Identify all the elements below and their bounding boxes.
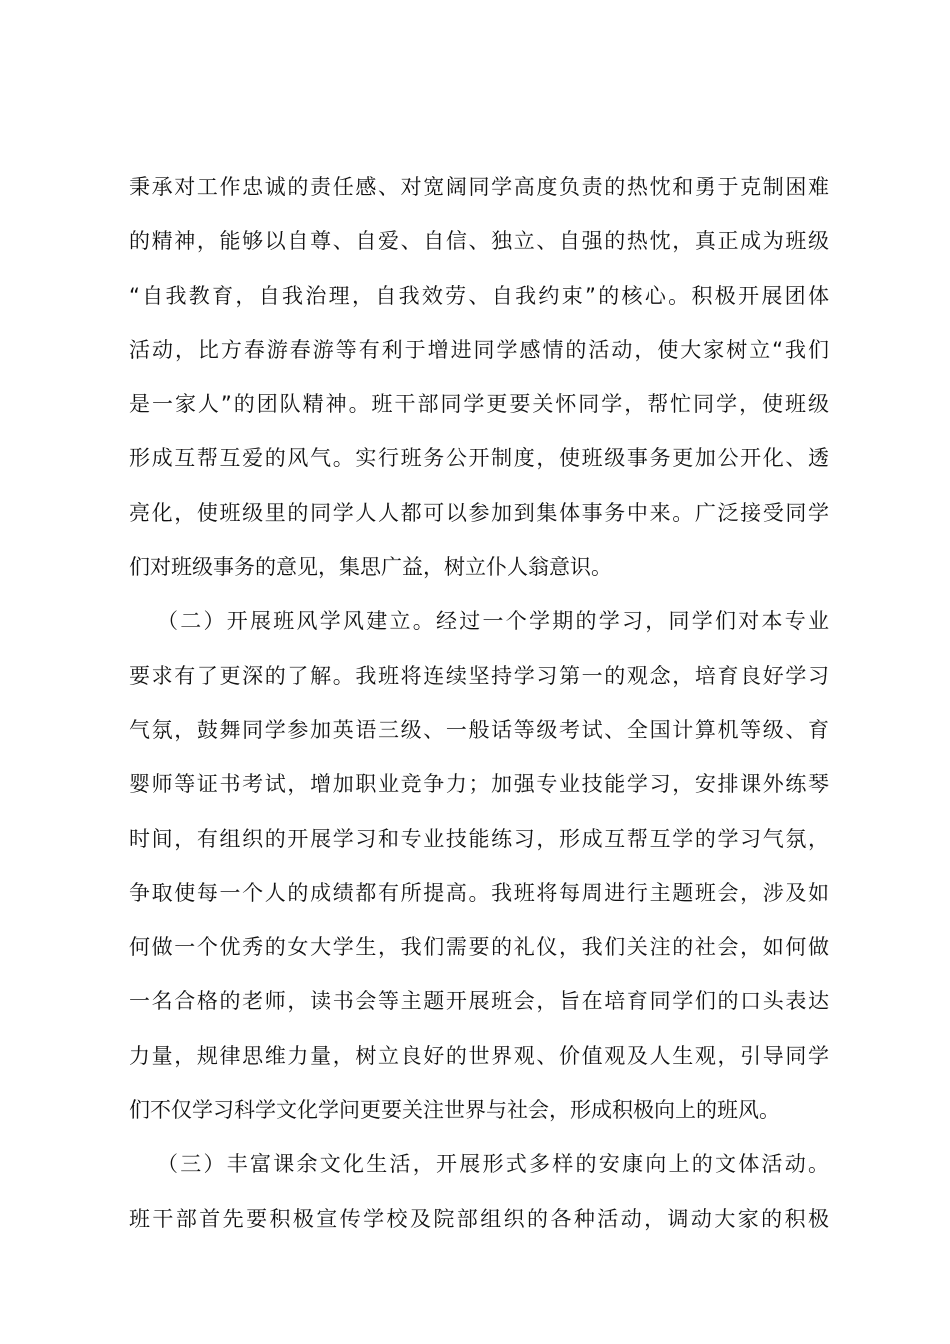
- text-line: 争取使每一个人的成绩都有所提高。我班将每周进行主题班会，涉及如: [129, 880, 829, 905]
- text-line: “自我教育，自我治理，自我效劳、自我约束”的核心。积极开展团体: [129, 283, 829, 308]
- text-line: 婴师等证书考试，增加职业竞争力；加强专业技能学习，安排课外练琴: [129, 772, 829, 797]
- text-line: 们对班级事务的意见，集思广益，树立仆人翁意识。: [129, 555, 612, 580]
- section-heading-line: （三）丰富课余文化生活，开展形式多样的安康向上的文体活动。: [157, 1152, 829, 1177]
- text-line: 时间，有组织的开展学习和专业技能练习，形成互帮互学的学习气氛，: [129, 826, 829, 851]
- text-line: 何做一个优秀的女大学生，我们需要的礼仪，我们关注的社会，如何做: [129, 935, 829, 960]
- text-line: 力量，规律思维力量，树立良好的世界观、价值观及人生观，引导同学: [129, 1043, 829, 1068]
- text-line: 亮化，使班级里的同学人人都可以参加到集体事务中来。广泛接受同学: [129, 500, 829, 525]
- text-line: 的精神，能够以自尊、自爱、自信、独立、自强的热忱，真正成为班级: [129, 229, 829, 254]
- text-line: 秉承对工作忠诚的责任感、对宽阔同学高度负责的热忱和勇于克制困难: [129, 175, 829, 199]
- section-heading-line: （二）开展班风学风建立。经过一个学期的学习，同学们对本专业: [157, 609, 829, 634]
- body-text: [129, 160, 829, 1246]
- text-line: 要求有了更深的了解。我班将连续坚持学习第一的观念，培育良好学习: [129, 663, 829, 688]
- text-line: 是一家人”的团队精神。班干部同学更要关怀同学，帮忙同学，使班级: [129, 392, 829, 417]
- text-line: 气氛，鼓舞同学参加英语三级、一般话等级考试、全国计算机等级、育: [129, 717, 829, 742]
- text-line: 形成互帮互爱的风气。实行班务公开制度，使班级事务更加公开化、透: [129, 446, 829, 471]
- text-line: 活动，比方春游春游等有利于增进同学感情的活动，使大家树立“我们: [129, 337, 829, 362]
- text-line: 班干部首先要积极宣传学校及院部组织的各种活动，调动大家的积极: [129, 1206, 829, 1231]
- text-line: 们不仅学习科学文化学问更要关注世界与社会，形成积极向上的班风。: [129, 1098, 780, 1123]
- text-line: 一名合格的老师，读书会等主题开展班会，旨在培育同学们的口头表达: [129, 989, 829, 1014]
